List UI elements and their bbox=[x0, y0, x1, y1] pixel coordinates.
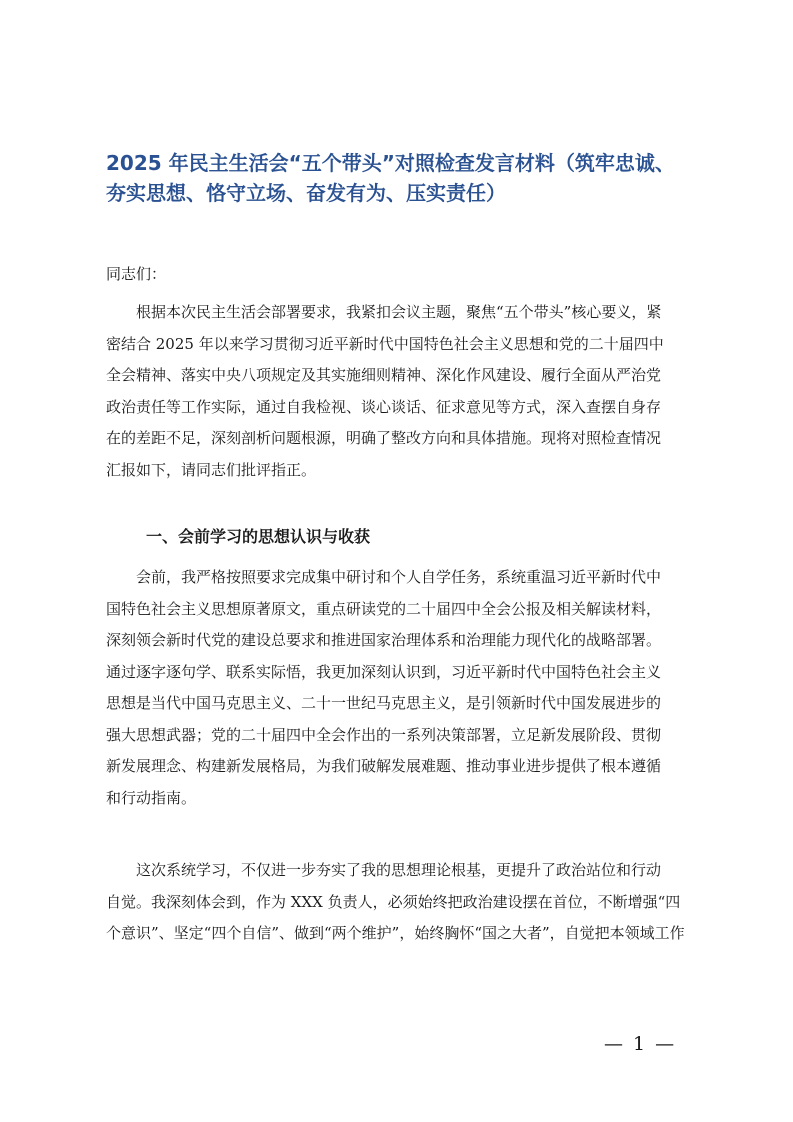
intro-paragraph bbox=[106, 297, 688, 486]
section1-paragraph-1 bbox=[106, 562, 688, 814]
paragraph-line: 通过逐字逐句学、联系实际悟，我更加深刻认识到，习近平新时代中国特色社会主义 bbox=[106, 662, 662, 681]
page-number: — 1 — bbox=[604, 1033, 677, 1055]
paragraph-line: 自觉。我深刻体会到，作为 XXX 负责人，必须始终把政治建设摆在首位，不断增强“四 bbox=[106, 892, 681, 911]
paragraph-line: 密结合 2025 年以来学习贯彻习近平新时代中国特色社会主义思想和党的二十届四中 bbox=[106, 334, 664, 353]
section-heading: 一、会前学习的思想认识与收获 bbox=[146, 527, 371, 546]
paragraph-line: 会前，我严格按照要求完成集中研讨和个人自学任务，系统重温习近平新时代中 bbox=[136, 568, 662, 586]
paragraph-line: 和行动指南。 bbox=[106, 788, 197, 807]
document-title bbox=[106, 148, 706, 208]
paragraph-line: 这次系统学习，不仅进一步夯实了我的思想理论根基，更提升了政治站位和行动 bbox=[136, 861, 662, 879]
paragraph-line: 深刻领会新时代党的建设总要求和推进国家治理体系和治理能力现代化的战略部署。 bbox=[106, 631, 662, 649]
title-line: 夯实思想、恪守立场、奋发有为、压实责任） bbox=[106, 181, 506, 205]
paragraph-line: 思想是当代中国马克思主义、二十一世纪马克思主义，是引领新时代中国发展进步的 bbox=[106, 694, 662, 712]
paragraph-line: 在的差距不足，深刻剖析问题根源，明确了整改方向和具体措施。现将对照检查情况 bbox=[106, 429, 662, 447]
paragraph-line: 新发展理念、构建新发展格局，为我们破解发展难题、推动事业进步提供了根本遵循 bbox=[106, 757, 662, 775]
section1-paragraph-2 bbox=[106, 855, 688, 950]
paragraph-line: 国特色社会主义思想原著原文，重点研读党的二十届四中全会公报及相关解读材料， bbox=[106, 599, 662, 618]
title-line: 2025 年民主生活会“五个带头”对照检查发言材料（筑牢忠诚、 bbox=[106, 151, 675, 175]
paragraph-line: 个意识”、坚定“四个自信”、做到“两个维护”，始终胸怀“国之大者”，自觉把本领域工作 bbox=[106, 924, 685, 942]
paragraph-line: 根据本次民主生活会部署要求，我紧扣会议主题，聚焦“五个带头”核心要义，紧 bbox=[136, 303, 662, 321]
paragraph-line: 政治责任等工作实际，通过自我检视、谈心谈话、征求意见等方式，深入查摆自身存 bbox=[106, 397, 662, 416]
paragraph-line: 全会精神、落实中央八项规定及其实施细则精神、深化作风建设、履行全面从严治党 bbox=[106, 366, 662, 384]
paragraph-line: 汇报如下，请同志们批评指正。 bbox=[106, 460, 317, 479]
paragraph-line: 强大思想武器；党的二十届四中全会作出的一系列决策部署，立足新发展阶段、贯彻 bbox=[106, 725, 662, 744]
salutation: 同志们： bbox=[106, 265, 167, 283]
